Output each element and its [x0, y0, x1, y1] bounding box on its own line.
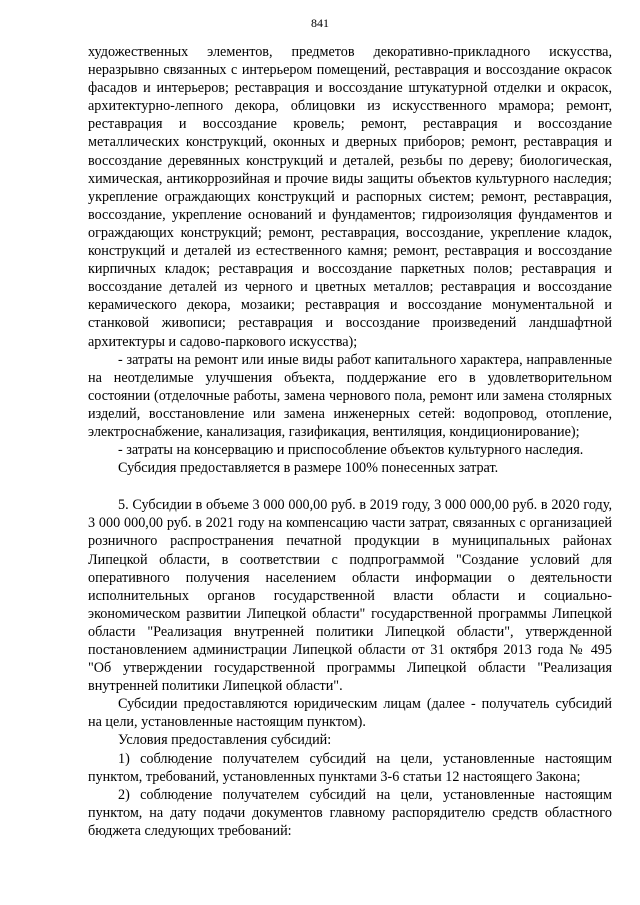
- paragraph-condition-1: 1) соблюдение получателем субсидий на цели, установленные настоящим пунктом, требований, установленных пунктами 3-6 статьи 12 настоящего Закона;: [88, 750, 612, 785]
- paragraph-subsidy-rate: Субсидия предоставляется в размере 100% понесенных затрат.: [118, 460, 499, 477]
- paragraph-gap: [88, 477, 612, 496]
- page-number: 841: [311, 16, 329, 30]
- paragraph-restoration-list: художественных элементов, предметов декоративно-прикладного искусства, неразрывно связанных с интерьером помещений, реставрация и воссоздание окрасок фасадов и интерьеров; реставрация и воссоздание штукатурной отделки и окрасок, архитектурно-лепного декора, облицовки из искусственного мрамора; ремонт, реставрация и воссоздание кровель; ремонт, реставрация и воссоздание металлических конструкций, оконных и дверных приборов; ремонт, реставрация и воссоздание деревянных конструкций и деталей, резьбы по дереву; биологическая, химическая, антикоррозийная и прочие виды защиты объектов культурного наследия; укрепление ограждающих конструкций и распорных систем; ремонт, реставрация, воссоздание, укрепление оснований и фундаментов; гидроизоляция фундаментов и ограждающих конструкций; ремонт, реставрация, воссоздание, укрепление кладок, конструкций и деталей из естественного камня; ремонт, реставрация и воссоздание кирпичных кладок; реставрация и воссоздание паркетных полов; реставрация и воссоздание деталей из черного и цветных металлов; реставрация и воссоздание керамического декора, мозаики; реставрация и воссоздание монументальной и станковой живописи; реставрация и воссоздание произведений ландшафтной архитектуры и садово-паркового искусства);: [88, 44, 612, 350]
- paragraph-item-5: 5. Субсидии в объеме 3 000 000,00 руб. в 2019 году, 3 000 000,00 руб. в 2020 году, 3 000 000,00 руб. в 2021 году на компенсацию части затрат, связанных с организацией розничного распространения печатной продукции в муниципальных районах Липецкой области, в соответствии с подпрограммой "Создание условий для оперативного получения населением области информации о деятельности исполнительных органов государственной власти области и социально-экономическом развитии Липецкой области" государственной программы Липецкой области "Реализация внутренней политики Липецкой области", утвержденной постановлением администрации Липецкой области от 31 октября 2013 года № 495 "Об утверждении государственной программы Липецкой области "Реализация внутренней политики Липецкой области".: [88, 497, 612, 695]
- paragraph-conservation-costs: - затраты на консервацию и приспособление объектов культурного наследия.: [118, 442, 584, 459]
- document-body: [88, 43, 612, 840]
- paragraph-capital-repair-costs: - затраты на ремонт или иные виды работ капитального характера, направленные на неотделимые улучшения объекта, поддержание его в удовлетворительном состоянии (отделочные работы, замена чернового пола, ремонт или замена столярных изделий, восстановление или замена инженерных сетей: водопровод, отопление, электроснабжение, канализация, газификация, вентиляция, кондиционирование);: [88, 351, 612, 440]
- paragraph-recipients: Субсидии предоставляются юридическим лицам (далее - получатель субсидий на цели, установленные настоящим пунктом).: [88, 696, 612, 731]
- paragraph-conditions-heading: Условия предоставления субсидий:: [118, 732, 332, 749]
- paragraph-condition-2: 2) соблюдение получателем субсидий на цели, установленные настоящим пунктом, на дату подачи документов главному распорядителю средств областного бюджета следующих требований:: [88, 786, 612, 839]
